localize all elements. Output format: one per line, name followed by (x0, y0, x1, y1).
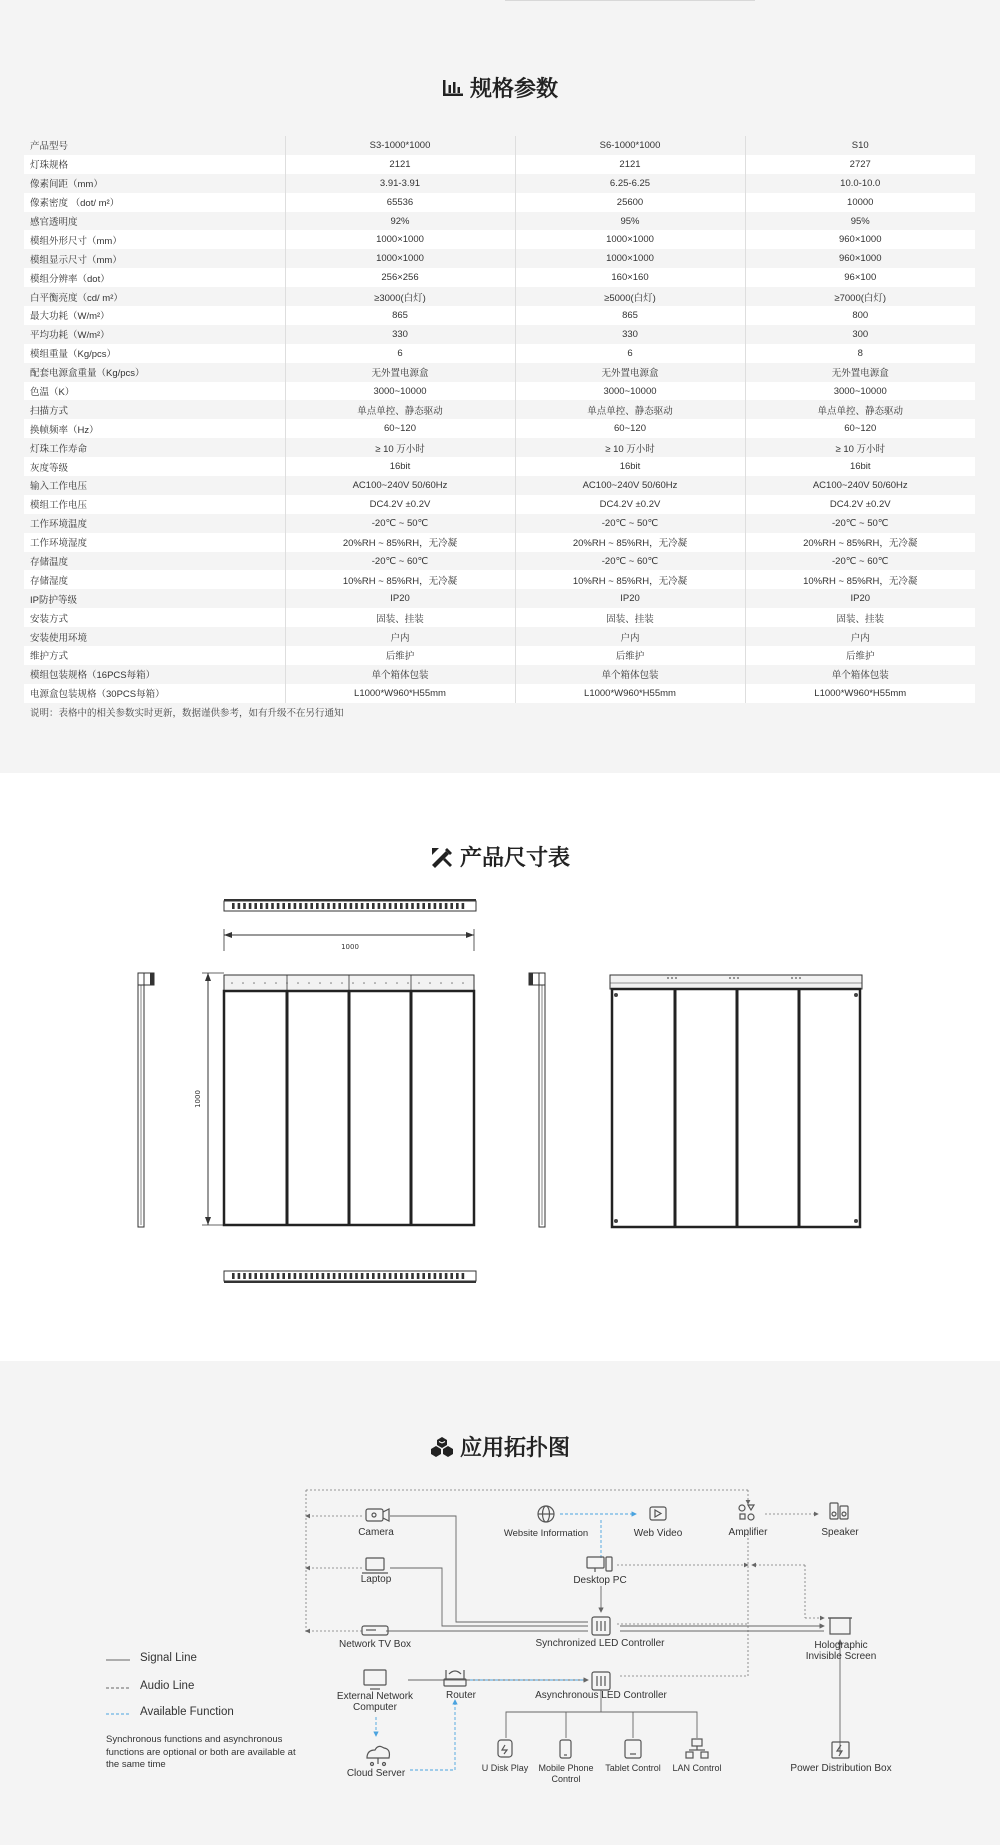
spec-value-cell: 800 (745, 306, 975, 325)
spec-row (24, 514, 975, 533)
spec-value-cell: 92% (285, 212, 515, 231)
spec-value-cell: 10%RH ~ 85%RH，无冷凝 (515, 570, 745, 589)
spec-row (24, 457, 975, 476)
node-network-tv-box: Network TV Box (338, 1639, 412, 1650)
node-router: Router (445, 1690, 476, 1701)
left-side-view (138, 973, 154, 1227)
spec-value-cell: 2121 (285, 155, 515, 174)
spec-row (24, 268, 975, 287)
spec-value-cell: 16bit (515, 457, 745, 476)
spec-value-cell: 16bit (745, 457, 975, 476)
spec-value-cell: 后维护 (285, 646, 515, 665)
spec-row (24, 608, 975, 627)
spec-value-cell: 户内 (285, 627, 515, 646)
spec-value-cell: 10%RH ~ 85%RH，无冷凝 (745, 570, 975, 589)
spec-row (24, 419, 975, 438)
spec-param-cell: 白平衡亮度（cd/ m²） (24, 287, 285, 306)
spec-value-cell: 单个箱体包装 (515, 665, 745, 684)
spec-row (24, 646, 975, 665)
spec-value-cell: S10 (745, 136, 975, 155)
legend-audio-label: Audio Line (140, 1680, 195, 1692)
spec-value-cell: 16bit (285, 457, 515, 476)
spec-value-cell: 3.91-3.91 (285, 174, 515, 193)
spec-row (24, 495, 975, 514)
spec-row (24, 212, 975, 231)
spec-param-cell: 模组分辨率（dot） (24, 268, 285, 287)
legend-note: Synchronous functions and asynchronous functions are optional or both are available at the same time (106, 1734, 296, 1770)
spec-param-cell: 色温（K） (24, 382, 285, 401)
legend-available (106, 1706, 234, 1718)
spec-row (24, 552, 975, 571)
spec-value-cell: DC4.2V ±0.2V (515, 495, 745, 514)
spec-value-cell: 300 (745, 325, 975, 344)
spec-value-cell: -20℃ ~ 60℃ (515, 552, 745, 571)
dim-width-label: 1000 (341, 943, 359, 951)
node-tablet-control: Tablet Control (605, 1763, 661, 1773)
spec-value-cell: 2727 (745, 155, 975, 174)
spec-param-cell: 模组重量（Kg/pcs） (24, 344, 285, 363)
spec-row (24, 155, 975, 174)
spec-row (24, 287, 975, 306)
spec-param-cell: 像素密度 （dot/ m²） (24, 193, 285, 212)
spec-row (24, 344, 975, 363)
spec-value-cell: IP20 (515, 589, 745, 608)
spec-value-cell: 无外置电源盒 (745, 363, 975, 382)
dim-height-label: 1000 (194, 1090, 202, 1108)
spec-value-cell: 1000×1000 (285, 249, 515, 268)
spec-param-cell: 模组显示尺寸（mm） (24, 249, 285, 268)
spec-value-cell: AC100~240V 50/60Hz (285, 476, 515, 495)
legend-signal (106, 1652, 197, 1664)
spec-param-cell: 灯珠工作寿命 (24, 438, 285, 457)
spec-value-cell: 95% (515, 212, 745, 231)
spec-value-cell: 95% (745, 212, 975, 231)
spec-row (24, 438, 975, 457)
spec-row (24, 306, 975, 325)
spec-value-cell: 65536 (285, 193, 515, 212)
spec-param-cell: 电源盒包装规格（30PCS每箱） (24, 684, 285, 703)
spec-value-cell: ≥ 10 万小时 (745, 438, 975, 457)
spec-value-cell: -20℃ ~ 50℃ (515, 514, 745, 533)
spec-param-cell: 感官透明度 (24, 212, 285, 231)
legend-available-label: Available Function (140, 1706, 234, 1718)
topology-title (0, 1431, 1000, 1462)
spec-row (24, 230, 975, 249)
spec-param-cell: 产品型号 (24, 136, 285, 155)
spec-value-cell: S3-1000*1000 (285, 136, 515, 155)
spec-param-cell: 存储湿度 (24, 570, 285, 589)
spec-row (24, 684, 975, 703)
spec-value-cell: 固装、挂装 (745, 608, 975, 627)
node-amplifier: Amplifier (728, 1527, 768, 1538)
spec-value-cell: 60~120 (515, 419, 745, 438)
spec-value-cell: 无外置电源盒 (515, 363, 745, 382)
node-cloud-server: Cloud Server (346, 1768, 406, 1779)
spec-value-cell: 2121 (515, 155, 745, 174)
node-laptop: Laptop (360, 1574, 392, 1585)
spec-value-cell: 无外置电源盒 (285, 363, 515, 382)
spec-value-cell: 3000~10000 (745, 382, 975, 401)
spec-value-cell: DC4.2V ±0.2V (745, 495, 975, 514)
spec-title (0, 72, 1000, 103)
spec-value-cell: DC4.2V ±0.2V (285, 495, 515, 514)
spec-value-cell: IP20 (745, 589, 975, 608)
spec-value-cell: 后维护 (745, 646, 975, 665)
spec-value-cell: 单个箱体包装 (285, 665, 515, 684)
right-side-view (529, 973, 545, 1227)
spec-value-cell: 6 (285, 344, 515, 363)
spec-value-cell: 330 (285, 325, 515, 344)
spec-value-cell: 3000~10000 (515, 382, 745, 401)
front-view (194, 813, 474, 1225)
spec-param-cell: 安装使用环境 (24, 627, 285, 646)
spec-value-cell: 固装、挂装 (285, 608, 515, 627)
node-camera: Camera (358, 1527, 394, 1538)
spec-value-cell: 20%RH ~ 85%RH，无冷凝 (515, 533, 745, 552)
spec-value-cell: 10000 (745, 193, 975, 212)
spec-value-cell: 单点单控、静态驱动 (515, 400, 745, 419)
spec-value-cell: 256×256 (285, 268, 515, 287)
node-async-controller: Asynchronous LED Controller (535, 1690, 667, 1701)
spec-row (24, 382, 975, 401)
spec-param-cell: 存储温度 (24, 552, 285, 571)
back-view (610, 975, 862, 1227)
spec-value-cell: 865 (285, 306, 515, 325)
node-external-network-computer: External Network Computer (336, 1691, 414, 1713)
spec-param-cell: 工作环境湿度 (24, 533, 285, 552)
spec-value-cell: 330 (515, 325, 745, 344)
spec-row (24, 249, 975, 268)
spec-value-cell: 单点单控、静态驱动 (745, 400, 975, 419)
spec-value-cell: 单点单控、静态驱动 (285, 400, 515, 419)
legend-audio (106, 1680, 194, 1692)
spec-row (24, 570, 975, 589)
spec-value-cell: 固装、挂装 (515, 608, 745, 627)
spec-value-cell: 3000~10000 (285, 382, 515, 401)
size-section (0, 773, 1000, 1361)
spec-value-cell: 960×1000 (745, 230, 975, 249)
spec-row (24, 533, 975, 552)
spec-value-cell: ≥ 10 万小时 (515, 438, 745, 457)
spec-row (24, 665, 975, 684)
spec-param-cell: 模组外形尺寸（mm） (24, 230, 285, 249)
spec-value-cell: 1000×1000 (515, 230, 745, 249)
spec-value-cell: AC100~240V 50/60Hz (515, 476, 745, 495)
spec-param-cell: 扫描方式 (24, 400, 285, 419)
spec-param-cell: 模组包装规格（16PCS每箱） (24, 665, 285, 684)
spec-param-cell: 灰度等级 (24, 457, 285, 476)
node-web-video: Web Video (633, 1528, 683, 1539)
spec-value-cell: 20%RH ~ 85%RH，无冷凝 (285, 533, 515, 552)
spec-value-cell: AC100~240V 50/60Hz (745, 476, 975, 495)
spec-value-cell: 60~120 (745, 419, 975, 438)
spec-value-cell: L1000*W960*H55mm (515, 684, 745, 703)
spec-value-cell: 户内 (745, 627, 975, 646)
top-view (224, 899, 476, 911)
spec-row (24, 325, 975, 344)
spec-value-cell: 户内 (515, 627, 745, 646)
spec-param-cell: 模组工作电压 (24, 495, 285, 514)
spec-row (24, 363, 975, 382)
spec-note: 说明：表格中的相关参数实时更新，数据谨供参考，如有升级不在另行通知 (30, 708, 344, 719)
spec-value-cell: 1000×1000 (515, 249, 745, 268)
spec-value-cell: -20℃ ~ 60℃ (745, 552, 975, 571)
node-mobile-phone-control: Mobile Phone Control (538, 1763, 594, 1784)
spec-value-cell: ≥ 10 万小时 (285, 438, 515, 457)
legend-signal-label: Signal Line (140, 1652, 197, 1664)
spec-value-cell: 20%RH ~ 85%RH，无冷凝 (745, 533, 975, 552)
node-desktop-pc: Desktop PC (573, 1575, 627, 1586)
spec-value-cell: -20℃ ~ 50℃ (285, 514, 515, 533)
spec-value-cell: -20℃ ~ 50℃ (745, 514, 975, 533)
spec-row (24, 400, 975, 419)
spec-value-cell: 960×1000 (745, 249, 975, 268)
spec-value-cell: 6 (515, 344, 745, 363)
spec-param-cell: 换帧频率（Hz） (24, 419, 285, 438)
spec-row (24, 193, 975, 212)
spec-row (24, 589, 975, 608)
spec-value-cell: 10.0-10.0 (745, 174, 975, 193)
spec-value-cell: 60~120 (285, 419, 515, 438)
spec-title-text: 规格参数 (469, 76, 558, 101)
spec-value-cell: 1000×1000 (285, 230, 515, 249)
top-divider (505, 0, 755, 1)
spec-value-cell: 6.25-6.25 (515, 174, 745, 193)
spec-value-cell: 10%RH ~ 85%RH，无冷凝 (285, 570, 515, 589)
node-speaker: Speaker (821, 1527, 859, 1538)
spec-param-cell: 维护方式 (24, 646, 285, 665)
cubes-icon (430, 1436, 454, 1458)
node-lan-control: LAN Control (672, 1763, 722, 1773)
spec-value-cell: 96×100 (745, 268, 975, 287)
topology-title-text: 应用拓扑图 (459, 1435, 570, 1460)
spec-value-cell: 单个箱体包装 (745, 665, 975, 684)
spec-value-cell: ≥3000(白灯) (285, 287, 515, 306)
spec-value-cell: 865 (515, 306, 745, 325)
spec-value-cell: L1000*W960*H55mm (745, 684, 975, 703)
spec-value-cell: ≥5000(白灯) (515, 287, 745, 306)
spec-value-cell: L1000*W960*H55mm (285, 684, 515, 703)
node-sync-controller: Synchronized LED Controller (535, 1638, 665, 1649)
node-u-disk-play: U Disk Play (481, 1763, 529, 1773)
spec-value-cell: ≥7000(白灯) (745, 287, 975, 306)
node-holographic-screen: Holographic Invisible Screen (805, 1640, 877, 1662)
spec-param-cell: 最大功耗（W/m²） (24, 306, 285, 325)
spec-value-cell: 160×160 (515, 268, 745, 287)
spec-row (24, 476, 975, 495)
spec-param-cell: 平均功耗（W/m²） (24, 325, 285, 344)
spec-value-cell: -20℃ ~ 60℃ (285, 552, 515, 571)
spec-value-cell: IP20 (285, 589, 515, 608)
spec-param-cell: 安装方式 (24, 608, 285, 627)
bottom-view (224, 1271, 476, 1283)
node-power-distribution-box: Power Distribution Box (790, 1763, 892, 1774)
size-title-text: 产品尺寸表 (459, 845, 570, 870)
spec-header-row (24, 136, 975, 155)
spec-value-cell: S6-1000*1000 (515, 136, 745, 155)
spec-param-cell: 配套电源盒重量（Kg/pcs） (24, 363, 285, 382)
dimension-drawing (0, 773, 1000, 1361)
spec-param-cell: 像素间距（mm） (24, 174, 285, 193)
spec-value-cell: 后维护 (515, 646, 745, 665)
bar-chart-icon (442, 79, 464, 97)
spec-table (24, 136, 975, 703)
spec-section (0, 0, 1000, 773)
spec-param-cell: 灯珠规格 (24, 155, 285, 174)
spec-value-cell: 25600 (515, 193, 745, 212)
node-website-information: Website Information (503, 1528, 589, 1539)
spec-value-cell: 8 (745, 344, 975, 363)
spec-row (24, 627, 975, 646)
spec-param-cell: IP防护等级 (24, 589, 285, 608)
spec-param-cell: 输入工作电压 (24, 476, 285, 495)
spec-row (24, 174, 975, 193)
spec-param-cell: 工作环境温度 (24, 514, 285, 533)
